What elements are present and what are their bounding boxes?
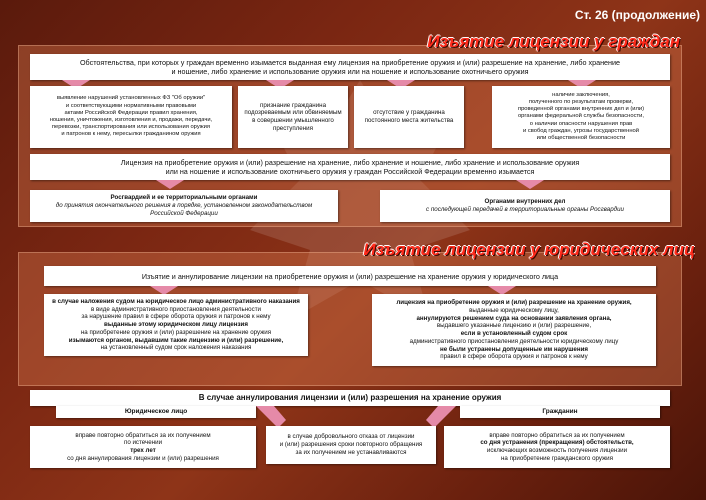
list-line: лицензия на приобретение оружия и (или) разрешение на хранение оружия, bbox=[396, 299, 632, 306]
list-line: на установленный судом срок наложения наказания bbox=[100, 344, 252, 352]
list-line: в случае наложения судом на юридическое лицо административного наказания bbox=[52, 297, 300, 305]
legal-court-penalty-box bbox=[44, 294, 308, 356]
rosgvardia-box: Росгвардией и ее территориальными органами до принятия окончательного решения в порядке, установленном законодательством Российской Федерации bbox=[30, 190, 338, 222]
citizen-reapply-box: вправе повторно обратиться за их получением со дня устранения (прекращения) обстоятельств, исключающих возможность получения лицензии на приобретение гражданского оружия bbox=[444, 426, 670, 468]
section-citizens-title: Изъятие лицензии у граждан bbox=[427, 32, 680, 51]
legal-seizure-box: Изъятие и аннулирование лицензии на приобретение оружия и (или) разрешение на хранение оружия у юридического лица bbox=[44, 266, 656, 286]
legal-annulment-box bbox=[372, 294, 656, 366]
list-line: выдавшего указанные лицензию и (или) разрешение, bbox=[436, 322, 592, 330]
list-line: на приобретение оружия и (или) разрешение на хранение оружия bbox=[80, 328, 272, 336]
list-line: выданные этому юридическом лицу лицензия bbox=[104, 321, 248, 329]
legal-entity-header: Юридическое лицо bbox=[56, 406, 256, 418]
reason-suspect-box: признание гражданина подозреваемым или обвиняемым в совершении умышленного преступления bbox=[238, 86, 348, 148]
section-legal-title: Изъятие лицензии у юридических лиц bbox=[363, 240, 695, 259]
reason-residence-box: отсутствие у гражданина постоянного места жительства bbox=[354, 86, 464, 148]
list-line: выданные юридическому лицу, bbox=[469, 306, 559, 314]
arrow-down-icon bbox=[516, 180, 544, 189]
list-line: за нарушение правил в сфере оборота оружия и патронов к нему bbox=[81, 313, 271, 321]
list-line: правил в сфере оборота оружия и патронов к нему bbox=[440, 353, 588, 361]
citizens-circumstances-box: Обстоятельства, при которых у граждан временно изымается выданная ему лицензия на приобретение оружия и (или) разрешение на хранение, либо хранение и ношение, либо хранение и использование оружия или на ношение и использование охотничьего оружия bbox=[30, 54, 670, 80]
reason-violations-box: выявление нарушений установленных ФЗ "Об оружии" и соответствующими нормативными правовыми актами Российской Федерации правил хранения, ношения, уничтожения, изготовления и, продажи, передачи, перевозки, транспортирования или использования оружия и патронов к нему, пересылки гражданином оружия bbox=[30, 86, 232, 148]
internal-affairs-box: Органами внутренних дел с последующей передачей в территориальные органы Росгвардии bbox=[380, 190, 670, 222]
list-line: изымаются органом, выдавшим такие лицензию и (или) разрешение, bbox=[68, 336, 284, 344]
list-line: аннулируются решением суда на основании заявления органа, bbox=[416, 314, 612, 322]
arrow-down-left-icon bbox=[426, 406, 456, 428]
legal-entity-reapply-box: вправе повторно обратиться за их получением по истечении трех лет со дня аннулирования лицензии и (или) разрешения bbox=[30, 426, 256, 468]
annulment-case-box: В случае аннулирования лицензии и (или) разрешения на хранение оружия bbox=[30, 390, 670, 406]
arrow-down-icon bbox=[156, 180, 184, 189]
list-line: в виде административного приостановления деятельности bbox=[90, 305, 261, 313]
arrow-down-right-icon bbox=[256, 406, 286, 428]
reason-conclusion-box: наличие заключения, полученного по результатам проверки, проведенной органами внутренних дел и (или) органами федеральной службы безопасности, о наличии опасности нарушения прав и свобод граждан, угрозы государственной или общественной безопасности bbox=[492, 86, 670, 148]
voluntary-refusal-box: в случае добровольного отказа от лицензии и (или) разрешения сроки повторного обращения за их получением не устанавливаются bbox=[266, 426, 436, 464]
list-line: административного приостановления деятельности юридическому лицу bbox=[409, 337, 619, 345]
list-line: если в установленный судом срок bbox=[460, 330, 568, 337]
list-line: не были устранены допущенные им нарушения bbox=[440, 345, 588, 353]
article-label: Ст. 26 (продолжение) bbox=[574, 8, 700, 22]
citizen-header: Гражданин bbox=[460, 406, 660, 418]
citizens-license-seized-box: Лицензия на приобретение оружия и (или) разрешение на хранение, либо хранение и ношение, либо хранение и использование оружия или на ношение и использование охотничьего оружия у граждан Российской Федерации временно изымается bbox=[30, 154, 670, 180]
